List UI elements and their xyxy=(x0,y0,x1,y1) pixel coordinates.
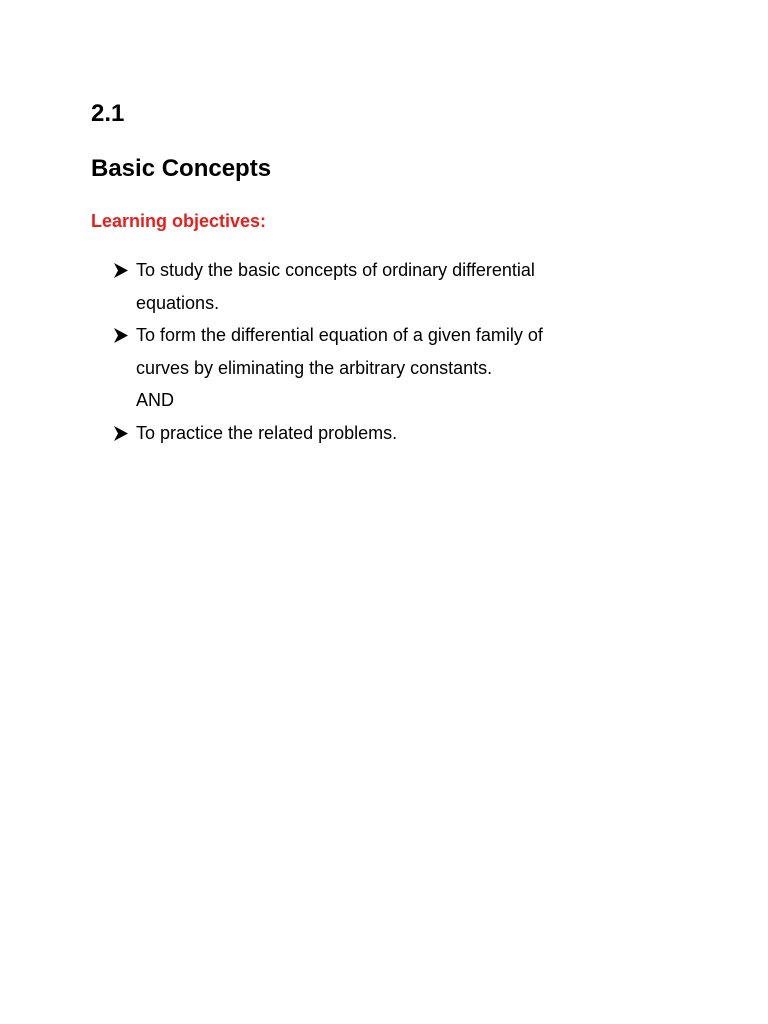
list-item xyxy=(112,254,672,319)
learning-objectives-heading: Learning objectives: xyxy=(91,211,267,231)
arrowhead-bullet-icon xyxy=(112,254,132,286)
section-number: 2.1 xyxy=(91,100,125,127)
list-item xyxy=(112,319,672,417)
objective-line: AND xyxy=(136,390,175,410)
objective-line: To form the differential equation of a given family of xyxy=(136,325,543,345)
objectives-list xyxy=(112,254,672,449)
arrowhead-bullet-icon xyxy=(112,417,132,449)
objective-line: To practice the related problems. xyxy=(136,422,398,443)
arrowhead-bullet-icon xyxy=(112,319,132,351)
section-title: Basic Concepts xyxy=(91,155,272,182)
objective-line: To study the basic concepts of ordinary differential xyxy=(136,260,535,280)
objective-line: curves by eliminating the arbitrary constants. xyxy=(136,357,493,378)
objective-line: equations. xyxy=(136,292,220,313)
list-item xyxy=(112,417,672,450)
